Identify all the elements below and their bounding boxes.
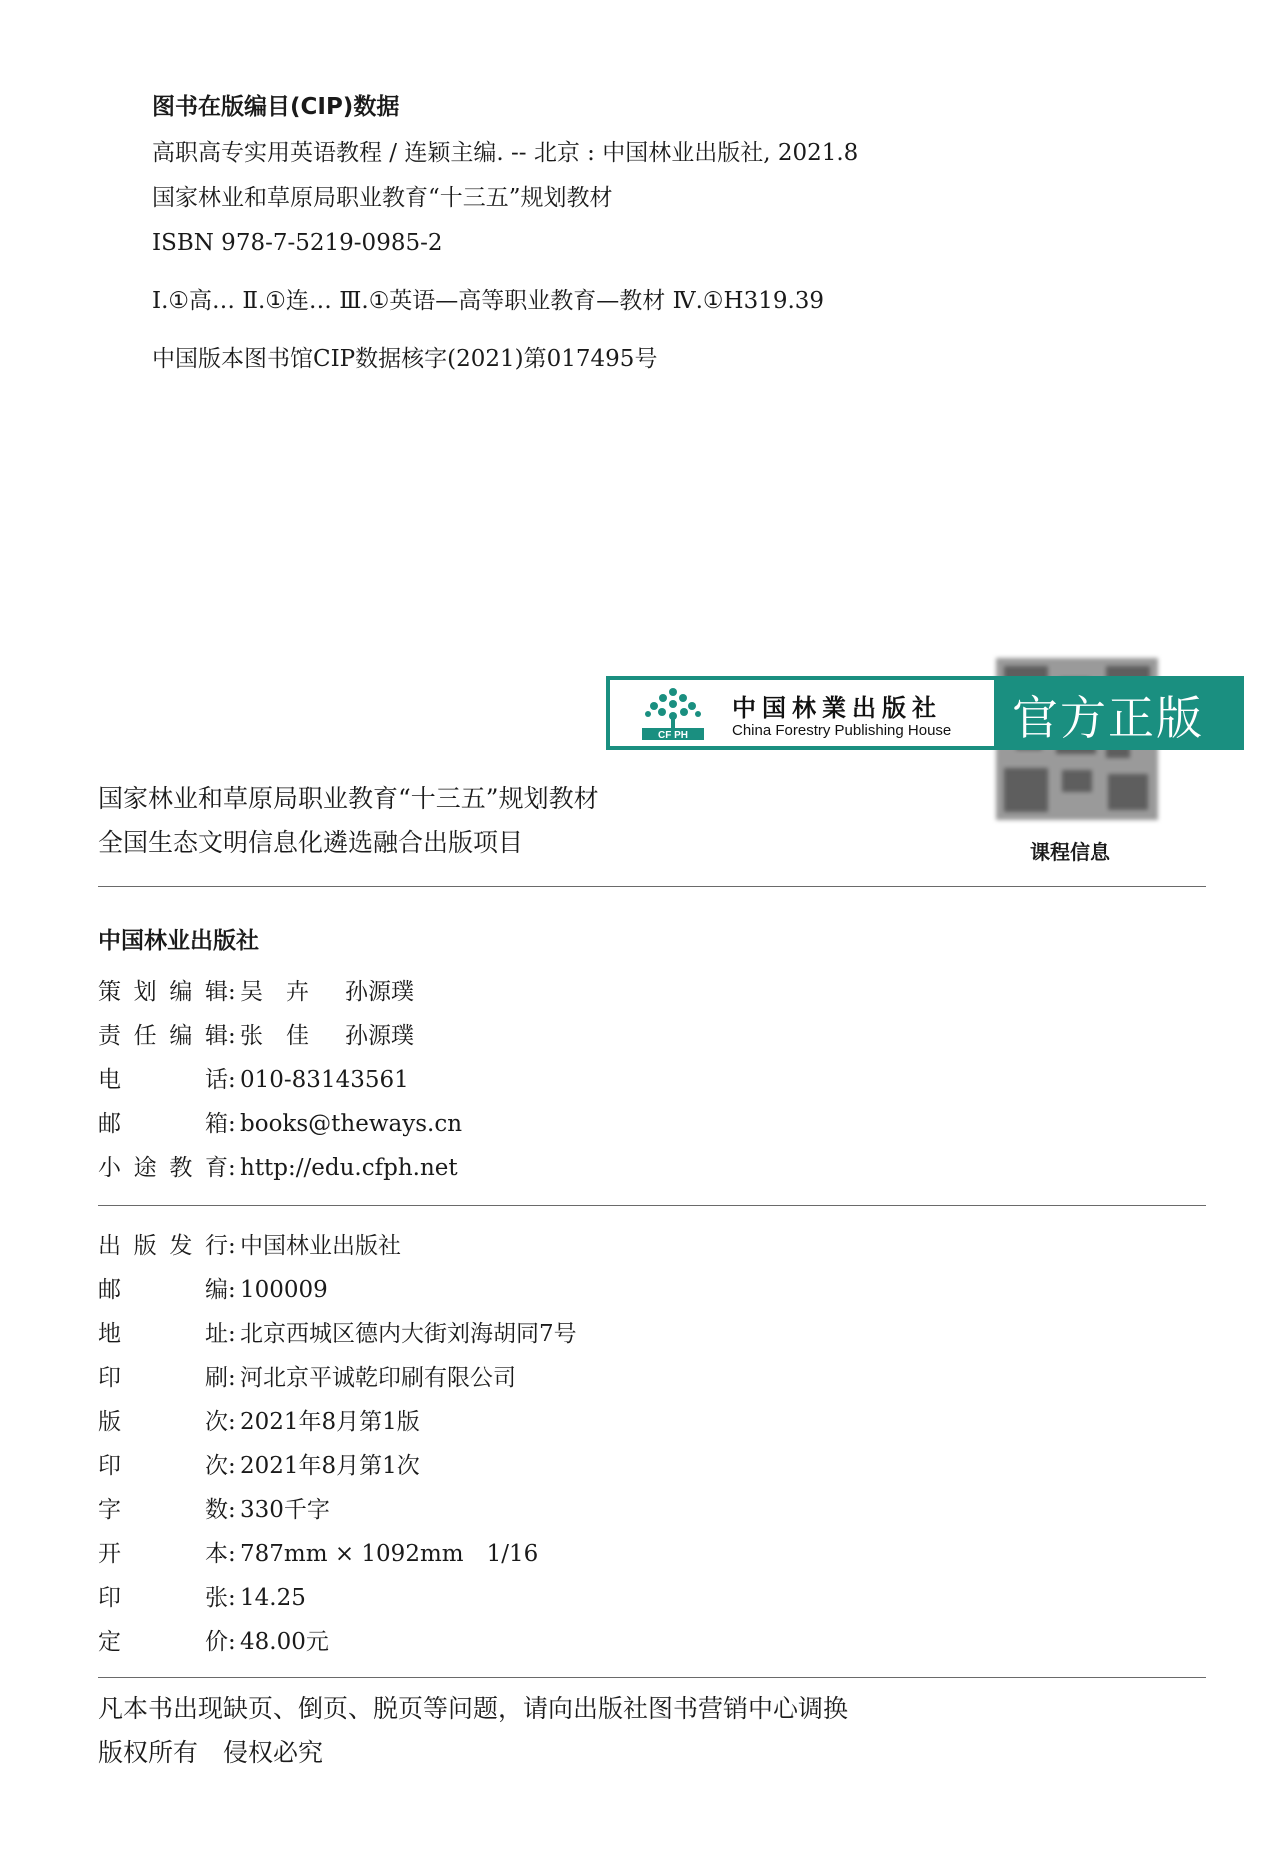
footer-copyright: 版权所有 侵权必究	[98, 1738, 324, 1767]
row-value: 中国林业出版社	[240, 1233, 401, 1259]
publisher-name: 中国林业出版社	[98, 928, 259, 954]
row-sep: :	[228, 1365, 236, 1391]
detail-row-price	[98, 1628, 329, 1656]
row-sep: :	[228, 1497, 236, 1523]
row-key: 邮编	[98, 1277, 228, 1303]
row-key: 地址	[98, 1321, 228, 1347]
row-value: 100009	[240, 1277, 328, 1303]
official-badge	[606, 676, 1244, 750]
series-block	[98, 784, 599, 872]
divider	[98, 1677, 1206, 1678]
detail-row-printer	[98, 1364, 516, 1392]
row-sep: :	[228, 1321, 236, 1347]
badge-publisher-en: China Forestry Publishing House	[732, 722, 952, 739]
contact-row-email	[98, 1110, 462, 1138]
row-key: 策划编辑	[98, 979, 228, 1005]
detail-row-postcode	[98, 1276, 328, 1304]
row-sep: :	[228, 1023, 236, 1049]
row-key: 小途教育	[98, 1155, 228, 1181]
cip-line-record-number: 中国版本图书馆CIP数据核字(2021)第017495号	[152, 346, 658, 372]
detail-row-format	[98, 1540, 538, 1568]
cip-line-series: 国家林业和草原局职业教育“十三五”规划教材	[152, 185, 613, 211]
row-key: 版次	[98, 1409, 228, 1435]
badge-publisher-cn: 中国林業出版社	[732, 693, 942, 722]
detail-row-edition	[98, 1408, 420, 1436]
cip-line-isbn: ISBN 978-7-5219-0985-2	[152, 230, 443, 256]
row-sep: :	[228, 1541, 236, 1567]
row-key: 字数	[98, 1497, 228, 1523]
detail-row-address	[98, 1320, 577, 1348]
row-value	[240, 1022, 414, 1050]
row-sep: :	[228, 1111, 236, 1137]
series-line-2: 全国生态文明信息化遴选融合出版项目	[98, 828, 524, 857]
divider	[98, 1205, 1206, 1206]
row-key: 电话	[98, 1067, 228, 1093]
row-sep: :	[228, 1155, 236, 1181]
row-sep: :	[228, 1277, 236, 1303]
row-key: 印次	[98, 1453, 228, 1479]
contact-row-website	[98, 1154, 458, 1182]
row-key: 责任编辑	[98, 1023, 228, 1049]
editor-row-planning	[98, 978, 414, 1006]
cip-line-classification: Ⅰ.①高… Ⅱ.①连… Ⅲ.①英语—高等职业教育—教材 Ⅳ.①H319.39	[152, 288, 825, 314]
detail-row-impression	[98, 1452, 420, 1480]
row-key: 印刷	[98, 1365, 228, 1391]
row-key: 定价	[98, 1629, 228, 1655]
row-sep: :	[228, 1409, 236, 1435]
row-value: 北京西城区德内大街刘海胡同7号	[240, 1321, 577, 1347]
row-key: 开本	[98, 1541, 228, 1567]
editor-name-2: 孙源璞	[345, 979, 414, 1005]
row-value: books@theways.cn	[240, 1111, 463, 1137]
cip-title: 图书在版编目(CIP)数据	[152, 94, 400, 120]
divider	[98, 886, 1206, 887]
cfph-tree-logo-icon	[638, 684, 708, 742]
cip-block	[152, 88, 858, 390]
row-sep: :	[228, 979, 236, 1005]
row-value: 2021年8月第1次	[240, 1453, 420, 1479]
row-sep: :	[228, 1453, 236, 1479]
row-value: 河北京平诚乾印刷有限公司	[240, 1365, 516, 1391]
editor-name-2: 孙源璞	[345, 1023, 414, 1049]
cip-line-title: 高职高专实用英语教程 / 连颖主编. -- 北京 : 中国林业出版社, 2021.8	[152, 140, 859, 166]
badge-official-label: 官方正版	[1012, 691, 1204, 745]
series-line-1: 国家林业和草原局职业教育“十三五”规划教材	[98, 784, 599, 813]
qr-caption: 课程信息	[1030, 840, 1110, 864]
badge-publisher-panel	[610, 680, 994, 746]
row-value	[240, 978, 414, 1006]
row-key: 印张	[98, 1585, 228, 1611]
detail-row-word-count	[98, 1496, 330, 1524]
row-key: 邮箱	[98, 1111, 228, 1137]
cfph-logo-text: CF PH	[658, 730, 688, 741]
row-sep: :	[228, 1067, 236, 1093]
editor-row-responsible	[98, 1022, 414, 1050]
editor-name-1: 吴 卉	[240, 979, 309, 1005]
row-value: 48.00元	[240, 1629, 329, 1655]
row-sep: :	[228, 1629, 236, 1655]
detail-row-distributor	[98, 1232, 401, 1260]
row-value: 010-83143561	[240, 1067, 409, 1093]
editor-name-1: 张 佳	[240, 1023, 309, 1049]
row-value: 787mm × 1092mm 1/16	[240, 1541, 539, 1567]
row-value: http://edu.cfph.net	[240, 1155, 458, 1181]
detail-row-sheets	[98, 1584, 306, 1612]
footer-notice: 凡本书出现缺页、倒页、脱页等问题，请向出版社图书营销中心调换	[98, 1694, 849, 1723]
row-value: 2021年8月第1版	[240, 1409, 420, 1435]
row-key: 出版发行	[98, 1233, 228, 1259]
row-value: 330千字	[240, 1497, 330, 1523]
row-value: 14.25	[240, 1585, 306, 1611]
row-sep: :	[228, 1585, 236, 1611]
contact-row-phone	[98, 1066, 409, 1094]
row-sep: :	[228, 1233, 236, 1259]
